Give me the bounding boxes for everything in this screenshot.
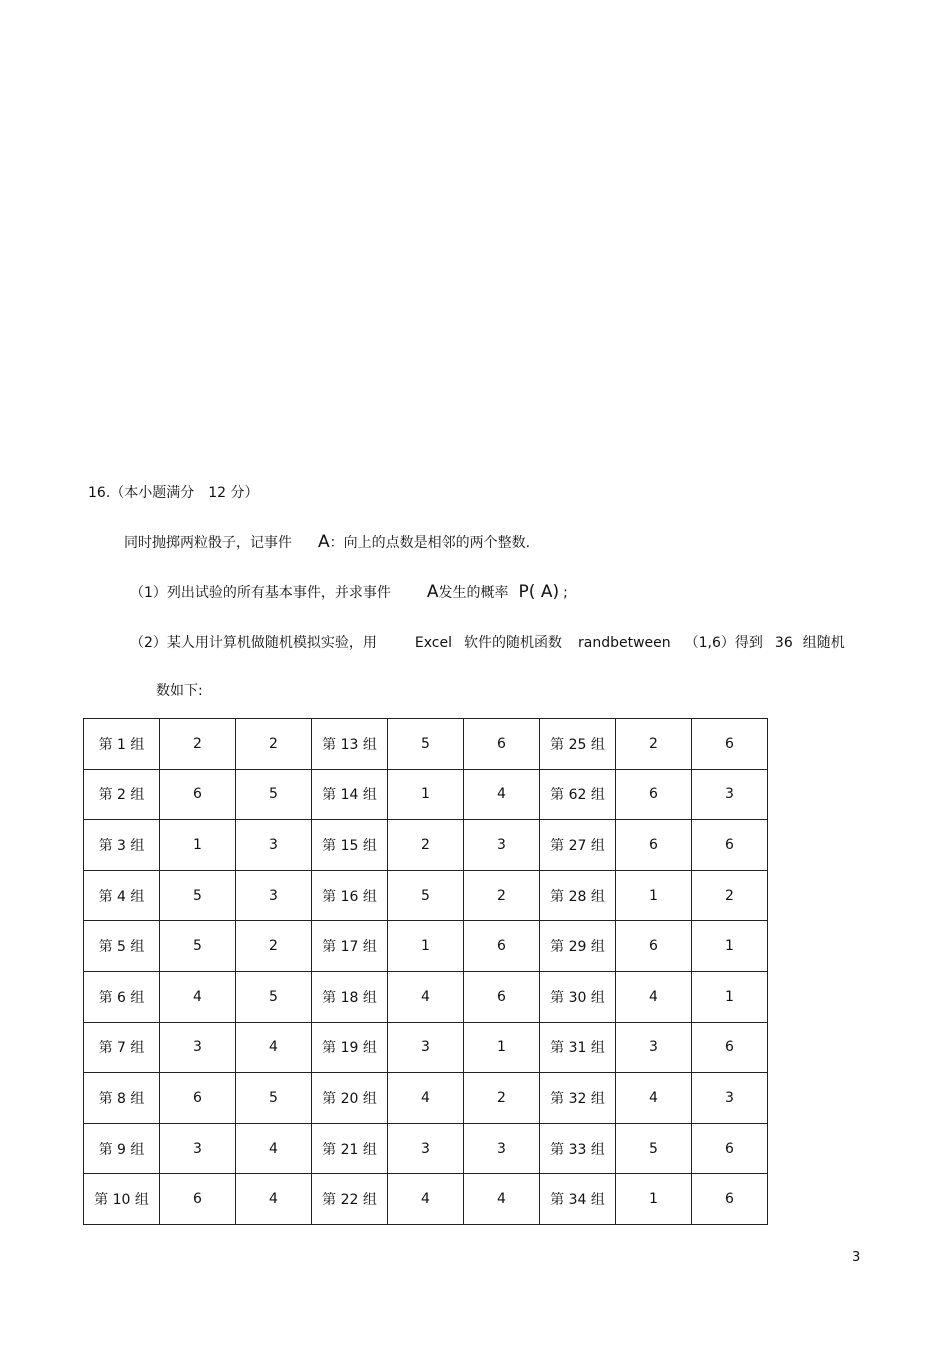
value-cell: 2	[616, 719, 692, 770]
value-cell: 1	[616, 870, 692, 921]
event-symbol: A	[426, 582, 439, 602]
value-cell: 2	[236, 719, 312, 770]
probability-expression: P( A)	[518, 582, 560, 602]
table-row	[84, 1022, 768, 1073]
group-label-cell: 第 7 组	[84, 1022, 160, 1073]
value-cell: 3	[388, 1022, 464, 1073]
value-cell: 6	[692, 1174, 768, 1225]
value-cell: 2	[388, 820, 464, 871]
event-symbol: A	[318, 532, 330, 552]
group-label-cell: 第 5 组	[84, 921, 160, 972]
value-cell: 4	[616, 1073, 692, 1124]
value-cell: 5	[160, 870, 236, 921]
group-label-cell: 第 17 组	[312, 921, 388, 972]
group-label-cell: 第 6 组	[84, 971, 160, 1022]
group-label-cell: 第 25 组	[540, 719, 616, 770]
group-label-cell: 第 31 组	[540, 1022, 616, 1073]
value-cell: 4	[464, 1174, 540, 1225]
value-cell: 4	[616, 971, 692, 1022]
value-cell: 3	[388, 1123, 464, 1174]
part1-text-before: （1）列出试验的所有基本事件，并求事件	[130, 585, 391, 601]
value-cell: 6	[616, 921, 692, 972]
group-label-cell: 第 15 组	[312, 820, 388, 871]
value-cell: 5	[236, 1073, 312, 1124]
table-row	[84, 971, 768, 1022]
value-cell: 2	[236, 921, 312, 972]
part2-text-e: （1,6）得到	[684, 635, 763, 651]
value-cell: 6	[464, 921, 540, 972]
group-label-cell: 第 8 组	[84, 1073, 160, 1124]
value-cell: 4	[388, 1073, 464, 1124]
table-body	[84, 719, 768, 1225]
value-cell: 3	[160, 1123, 236, 1174]
value-cell: 1	[692, 921, 768, 972]
value-cell: 1	[692, 971, 768, 1022]
value-cell: 2	[692, 870, 768, 921]
value-cell: 1	[160, 820, 236, 871]
value-cell: 6	[692, 719, 768, 770]
value-cell: 3	[692, 769, 768, 820]
part1-text-after: ;	[563, 585, 568, 601]
part2-text-c: 软件的随机函数	[464, 635, 562, 651]
question-part2	[130, 633, 845, 653]
group-label-cell: 第 2 组	[84, 769, 160, 820]
group-label-cell: 第 1 组	[84, 719, 160, 770]
value-cell: 1	[464, 1022, 540, 1073]
group-label-cell: 第 34 组	[540, 1174, 616, 1225]
value-cell: 4	[160, 971, 236, 1022]
value-cell: 6	[692, 1022, 768, 1073]
value-cell: 4	[236, 1123, 312, 1174]
group-label-cell: 第 62 组	[540, 769, 616, 820]
value-cell: 3	[464, 1123, 540, 1174]
table-row	[84, 1174, 768, 1225]
value-cell: 5	[388, 870, 464, 921]
intro-text-after: ：向上的点数是相邻的两个整数.	[329, 535, 531, 551]
value-cell: 4	[388, 1174, 464, 1225]
value-cell: 6	[464, 719, 540, 770]
value-cell: 6	[160, 769, 236, 820]
group-label-cell: 第 18 组	[312, 971, 388, 1022]
part2-text-a: （2）某人用计算机做随机模拟实验，用	[130, 635, 377, 651]
part2-count: 36	[774, 635, 793, 651]
group-label-cell: 第 33 组	[540, 1123, 616, 1174]
value-cell: 5	[388, 719, 464, 770]
value-cell: 4	[464, 769, 540, 820]
group-label-cell: 第 28 组	[540, 870, 616, 921]
value-cell: 6	[160, 1174, 236, 1225]
value-cell: 1	[616, 1174, 692, 1225]
question-part2-continuation: 数如下:	[156, 683, 203, 699]
question-part1	[130, 582, 568, 603]
group-label-cell: 第 9 组	[84, 1123, 160, 1174]
value-cell: 4	[388, 971, 464, 1022]
value-cell: 3	[236, 820, 312, 871]
group-label-cell: 第 22 组	[312, 1174, 388, 1225]
table-row	[84, 1123, 768, 1174]
value-cell: 5	[236, 769, 312, 820]
table-row	[84, 769, 768, 820]
question-intro	[124, 532, 530, 553]
value-cell: 1	[388, 921, 464, 972]
value-cell: 6	[692, 820, 768, 871]
group-label-cell: 第 19 组	[312, 1022, 388, 1073]
value-cell: 2	[464, 1073, 540, 1124]
random-number-table	[83, 718, 768, 1225]
value-cell: 2	[160, 719, 236, 770]
question-header: 16.（本小题满分 12 分）	[88, 485, 259, 501]
value-cell: 6	[616, 769, 692, 820]
table-row	[84, 1073, 768, 1124]
group-label-cell: 第 20 组	[312, 1073, 388, 1124]
value-cell: 6	[160, 1073, 236, 1124]
group-label-cell: 第 32 组	[540, 1073, 616, 1124]
group-label-cell: 第 30 组	[540, 971, 616, 1022]
group-label-cell: 第 29 组	[540, 921, 616, 972]
group-label-cell: 第 21 组	[312, 1123, 388, 1174]
part1-text-mid: 发生的概率	[438, 585, 509, 601]
value-cell: 3	[464, 820, 540, 871]
part2-excel: Excel	[414, 635, 452, 651]
value-cell: 3	[160, 1022, 236, 1073]
table-row	[84, 719, 768, 770]
value-cell: 2	[464, 870, 540, 921]
value-cell: 5	[616, 1123, 692, 1174]
group-label-cell: 第 13 组	[312, 719, 388, 770]
intro-text-before: 同时抛掷两粒骰子，记事件	[124, 535, 292, 551]
group-label-cell: 第 16 组	[312, 870, 388, 921]
group-label-cell: 第 3 组	[84, 820, 160, 871]
value-cell: 4	[236, 1022, 312, 1073]
value-cell: 5	[236, 971, 312, 1022]
group-label-cell: 第 10 组	[84, 1174, 160, 1225]
group-label-cell: 第 4 组	[84, 870, 160, 921]
value-cell: 3	[236, 870, 312, 921]
page-number: 3	[852, 1250, 861, 1265]
value-cell: 4	[236, 1174, 312, 1225]
value-cell: 6	[692, 1123, 768, 1174]
table-row	[84, 870, 768, 921]
group-label-cell: 第 27 组	[540, 820, 616, 871]
value-cell: 6	[616, 820, 692, 871]
part2-text-g: 组随机	[802, 635, 845, 651]
value-cell: 1	[388, 769, 464, 820]
value-cell: 3	[616, 1022, 692, 1073]
value-cell: 6	[464, 971, 540, 1022]
part2-function: randbetween	[578, 635, 671, 651]
group-label-cell: 第 14 组	[312, 769, 388, 820]
table-row	[84, 921, 768, 972]
value-cell: 3	[692, 1073, 768, 1124]
value-cell: 5	[160, 921, 236, 972]
table-row	[84, 820, 768, 871]
